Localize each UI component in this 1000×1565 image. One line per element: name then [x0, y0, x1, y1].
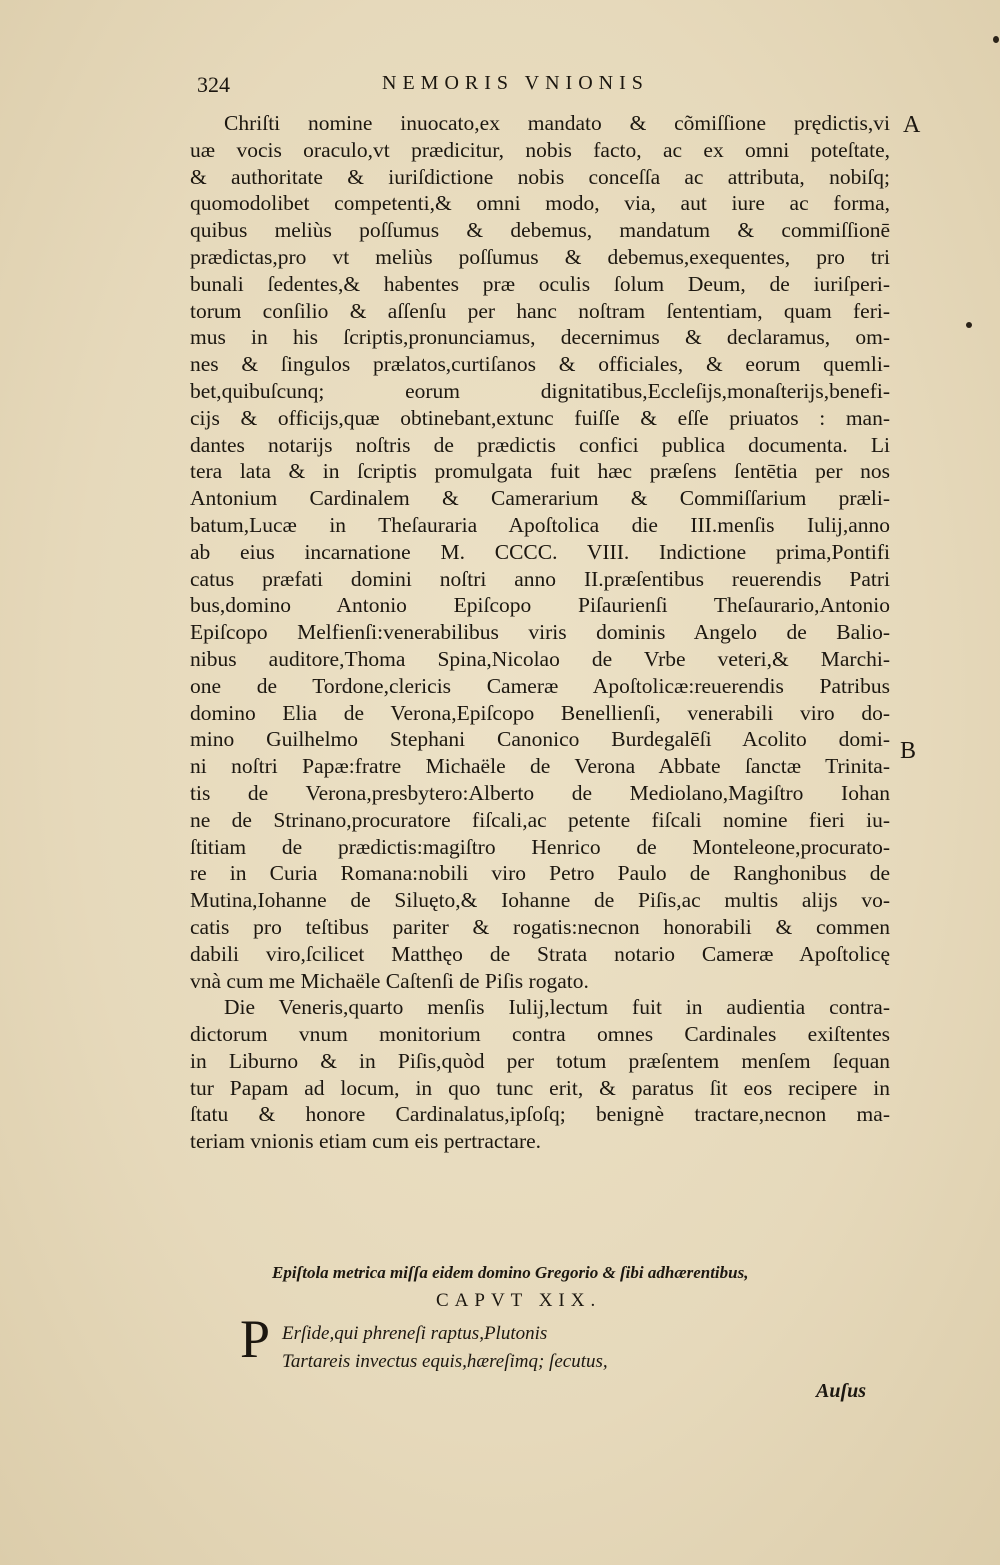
page-header	[197, 72, 757, 102]
margin-marker-b: B	[900, 738, 917, 764]
text-line: in Liburno & in Piſis,quòd per totum præſentem menſem ſequan	[190, 1048, 890, 1073]
text-line: Die Veneris,quarto menſis Iulij,lectum fuit in audientia contra-	[224, 995, 890, 1020]
text-line: re in Curia Romana:nobili viro Petro Paulo de Ranghonibus de	[190, 861, 890, 886]
poem-line-2: Tartareis invectus equis,hæreſimq; ſecutus,	[282, 1351, 608, 1372]
text-line: one de Tordone,clericis Cameræ Apoſtolicæ:reuerendis Patribus	[190, 673, 890, 698]
text-line: domino Elia de Verona,Epiſcopo Benellienſi, venerabili viro do-	[190, 700, 890, 725]
text-line: quibus meliùs poſſumus & debemus, mandatum & commiſſionē	[190, 218, 890, 243]
chapter-caption: Epiſtola metrica miſſa eidem domino Gregorio & ſibi adhærentibus,	[272, 1263, 749, 1282]
poem	[282, 1320, 608, 1376]
text-line: mus in his ſcriptis,pronunciamus, decernimus & declaramus, om-	[190, 325, 890, 350]
text-line: teriam vnionis etiam cum eis pertractare.	[190, 1129, 542, 1154]
text-line: ne de Strinano,procuratore fiſcali,ac petente fiſcali nomine fieri iu-	[190, 807, 890, 832]
text-line: bet,quibuſcunq; eorum dignitatibus,Eccleſijs,monaſterijs,benefi-	[190, 378, 890, 403]
text-line: nibus auditore,Thoma Spina,Nicolao de Vrbe veteri,& Marchi-	[190, 646, 890, 671]
ink-speck	[993, 36, 999, 43]
chapter-heading: CAPVT XIX.	[436, 1290, 602, 1311]
text-line: catis pro teſtibus pariter & rogatis:necnon honorabili & commen	[190, 914, 890, 939]
text-line: torum conſilio & aſſenſu per hanc noſtram ſententiam, quam feri-	[190, 298, 890, 323]
text-line: tur Papam ad locum, in quo tunc erit, & paratus ſit eos recipere in	[190, 1075, 890, 1100]
text-line: ſtatu & honore Cardinalatus,ipſoſq; benignè tractare,necnon ma-	[190, 1102, 890, 1127]
text-line: Epiſcopo Melfienſi:venerabilibus viris dominis Angelo de Balio-	[190, 620, 890, 645]
catchword: Auſus	[816, 1380, 867, 1402]
text-line: & authoritate & iuriſdictione nobis conceſſa ac attributa, nobiſq;	[190, 164, 890, 189]
ink-speck	[966, 322, 972, 328]
text-line: nes & ſingulos prælatos,curtiſanos & officiales, & eorum quemli-	[190, 352, 890, 377]
body-text	[190, 110, 890, 1155]
poem-line-1: Erſide,qui phreneſi raptus,Plutonis	[282, 1323, 548, 1344]
text-line: dabili viro,ſcilicet Matthęo de Strata notario Cameræ Apoſtolicę	[190, 941, 890, 966]
text-line: dantes notarijs noſtris de prædictis confici publica documenta. Li	[190, 432, 890, 457]
margin-marker-a: A	[903, 112, 921, 138]
text-line: dictorum vnum monitorium contra omnes Cardinales exiſtentes	[190, 1022, 890, 1047]
text-line: vnà cum me Michaële Caſtenſi de Piſis rogato.	[190, 968, 589, 993]
drop-capital: P	[240, 1309, 271, 1369]
text-line: quomodolibet competenti,& omni modo, via, aut iure ac forma,	[190, 191, 890, 216]
text-line: Mutina,Iohanne de Siluęto,& Iohanne de Piſis,ac multis alijs vo-	[190, 888, 890, 913]
text-line: ſtitiam de prædictis:magiſtro Henrico de Monteleone,procurato-	[190, 834, 890, 859]
page-number: 324	[197, 72, 230, 97]
text-line: batum,Lucæ in Theſauraria Apoſtolica die III.menſis Iulij,anno	[190, 512, 890, 537]
text-line: prædictas,pro vt meliùs poſſumus & debemus,exequentes, pro tri	[190, 244, 890, 269]
text-line: uæ vocis oraculo,vt prædicitur, nobis facto, ac ex omni poteſtate,	[190, 137, 890, 162]
text-line: bunali ſedentes,& habentes præ oculis ſolum Deum, de iuriſperi-	[190, 271, 890, 296]
running-title: NEMORIS VNIONIS	[382, 72, 649, 94]
text-line: ab eius incarnatione M. CCCC. VIII. Indictione prima,Pontifi	[190, 539, 890, 564]
text-line: catus præfati domini noſtri anno II.præſentibus reuerendis Patri	[190, 566, 890, 591]
text-line: bus,domino Antonio Epiſcopo Piſaurienſi Theſaurario,Antonio	[190, 593, 890, 618]
text-line: ni noſtri Papæ:fratre Michaële de Verona Abbate ſanctæ Trinita-	[190, 754, 890, 779]
text-line: tis de Verona,presbytero:Alberto de Mediolano,Magiſtro Iohan	[190, 780, 890, 805]
text-line: Chriſti nomine inuocato,ex mandato & cõmiſſione prędictis,vi	[224, 111, 890, 135]
text-line: cijs & officijs,quæ obtinebant,extunc fuiſſe & eſſe priuatos : man-	[190, 405, 890, 430]
text-line: Antonium Cardinalem & Camerarium & Commiſſarium præli-	[190, 486, 890, 511]
text-line: mino Guilhelmo Stephani Canonico Burdegalēſi Acolito domi-	[190, 727, 890, 752]
text-line: tera lata & in ſcriptis promulgata fuit hæc præſens ſentētia per nos	[190, 459, 890, 484]
